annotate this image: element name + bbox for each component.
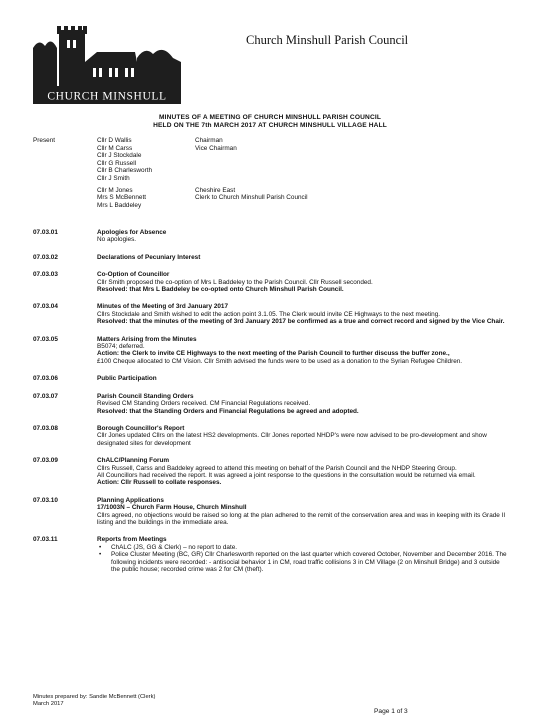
church-logo-icon	[33, 18, 181, 104]
item-title: Apologies for Absence	[97, 229, 167, 236]
item-body	[97, 254, 509, 261]
item-number: 07.03.09	[33, 457, 58, 465]
attendee-name: Cllr M Carss	[97, 144, 133, 152]
attendee-role	[195, 167, 395, 175]
footer	[33, 694, 155, 708]
attendee-role	[195, 202, 395, 210]
item-number: 07.03.07	[33, 392, 58, 400]
attendee-names	[97, 137, 197, 209]
minutes-title: MINUTES OF A MEETING OF CHURCH MINSHULL PARISH COUNCIL	[158, 114, 382, 121]
item-text: B5074; deferred.	[97, 343, 145, 351]
attendee-role: Clerk to Church Minshull Parish Council	[195, 194, 308, 202]
item-number: 07.03.10	[33, 496, 58, 504]
item-bullet: • ChALC (JS, GG & Clerk) – no report to date.	[97, 544, 509, 551]
agenda-items	[33, 229, 513, 583]
prepared-by: Minutes prepared by: Sandie McBennett (Clerk)	[33, 694, 156, 700]
item-resolution: Resolved: that the Standing Orders and Financial Regulations be agreed and adopted.	[97, 407, 359, 415]
item-bullet: • Police Cluster Meeting (BC, GR) Cllr Charlesworth reported on the last quarter which covered October, November and December 2016. The following incidents were recorded: - antisocial behavior 1 in CM, road traffic collisions 3 in CM Village (2 on Minshull Bridge) and 3 outside the public house; recorded crime was 2 for CM (theft).	[97, 551, 509, 573]
item-title: Matters Arising from the Minutes	[97, 335, 197, 343]
item-title: ChALC/Planning Forum	[97, 457, 170, 465]
item-text: Revised CM Standing Orders received. CM Financial Regulations received.	[97, 400, 311, 408]
item-text: £100 Cheque allocated to CM Vision. Cllr Smith advised the funds were to be used as a donation to the Syrian Refugee Children.	[97, 357, 463, 365]
attendee-role: Vice Chairman	[195, 144, 237, 152]
item-body	[97, 457, 509, 487]
item-text: Cllrs agreed, no objections would be raised so long at the plan adhered to the remit of the conservation area and was in keeping with its Grade II listing and the buildings in the immediate area.	[97, 511, 506, 526]
attendee-name: Cllr J Stockdale	[97, 152, 142, 160]
item-title: Reports from Meetings	[97, 536, 167, 544]
item-title: Public Participation	[97, 375, 157, 383]
item-body	[97, 375, 509, 382]
attendee-role	[195, 160, 395, 168]
present-label: Present	[33, 137, 56, 144]
item-text: All Councillors had received the report. It was agreed a joint response to the questions in the consultation would be returned via email.	[97, 471, 476, 479]
item-text: Cllrs Stockdale and Smith wished to edit the action point 3.1.05. The Clerk would invite CE Highways to the next meeting.	[97, 310, 441, 318]
item-title: Parish Council Standing Orders	[97, 392, 194, 400]
agenda-item	[33, 336, 513, 366]
agenda-item	[33, 254, 513, 261]
item-resolution: Action: the Clerk to invite CE Highways to the next meeting of the Parish Council to further discuss the buffer zone.,	[97, 350, 450, 358]
minutes-subtitle: HELD ON THE 7th MARCH 2017 AT CHURCH MINSHULL VILLAGE HALL	[153, 122, 387, 129]
agenda-item	[33, 536, 513, 573]
item-body	[97, 536, 509, 573]
agenda-item	[33, 303, 513, 325]
item-number: 07.03.01	[33, 229, 58, 236]
attendee-name: Cllr M Jones	[97, 186, 133, 194]
attendee-roles	[195, 137, 395, 209]
svg-text:CHURCH MINSHULL: CHURCH MINSHULL	[47, 90, 167, 103]
attendee-name: Cllr G Russell	[97, 159, 137, 167]
agenda-item	[33, 393, 513, 415]
item-body	[97, 303, 509, 325]
agenda-item	[33, 375, 513, 382]
item-number: 07.03.08	[33, 424, 58, 432]
agenda-item	[33, 457, 513, 487]
item-text: Cllrs Russell, Carss and Baddeley agreed to attend this meeting on behalf of the Parish Council and the NHDP Steering Group.	[97, 464, 457, 472]
attendee-role: Cheshire East	[195, 186, 236, 194]
item-body	[97, 393, 509, 415]
attendee-role	[195, 152, 395, 160]
footer-date: March 2017	[33, 701, 64, 707]
agenda-item	[33, 229, 513, 244]
item-title: Minutes of the Meeting of 3rd January 2017	[97, 303, 229, 311]
item-title: Planning Applications	[97, 496, 164, 504]
attendee-name: Cllr J Smith	[97, 174, 130, 182]
item-resolution: Resolved: that Mrs L Baddeley be co-opted onto Church Minshull Parish Council.	[97, 286, 344, 294]
attendee-name: Cllr D Wallis	[97, 137, 132, 144]
attendee-name: Mrs S McBennett	[97, 194, 147, 202]
item-text: No apologies.	[97, 236, 137, 244]
attendee-name: Mrs L Baddeley	[97, 201, 142, 209]
item-body	[97, 336, 509, 366]
attendee-role	[195, 175, 395, 183]
item-text: Cllr Jones updated Cllrs on the latest HS2 developments. Cllr Jones reported NHDP's were now advised to be pro-development and show designated sites for development	[97, 432, 487, 447]
item-number: 07.03.02	[33, 253, 58, 261]
item-title: Co-Option of Councillor	[97, 271, 170, 279]
item-body	[97, 425, 509, 447]
agenda-item	[33, 271, 513, 293]
item-body	[97, 271, 509, 293]
page-number: Page 1 of 3	[374, 708, 408, 715]
item-number: 07.03.05	[33, 335, 58, 343]
item-subtitle: 17/1003N – Church Farm House, Church Minshull	[97, 504, 247, 512]
item-number: 07.03.06	[33, 375, 58, 383]
item-number: 07.03.04	[33, 303, 58, 311]
item-resolution: Resolved: that the minutes of the meeting of 3rd January 2017 be confirmed as a true and correct record and signed by the Vice Chair.	[97, 318, 505, 326]
item-number: 07.03.03	[33, 271, 58, 279]
council-name: Church Minshull Parish Council	[246, 33, 409, 47]
item-body	[97, 497, 509, 527]
item-title: Borough Councillor's Report	[97, 424, 185, 432]
agenda-item	[33, 497, 513, 527]
item-text: Cllr Smith proposed the co-option of Mrs L Baddeley to the Parish Council. Cllr Russell seconded.	[97, 278, 373, 286]
agenda-item	[33, 425, 513, 447]
item-title: Declarations of Pecuniary Interest	[97, 253, 201, 261]
item-body	[97, 229, 509, 244]
attendee-role: Chairman	[195, 137, 223, 144]
item-resolution: Action: Cllr Russell to collate responses.	[97, 479, 222, 487]
attendee-name: Cllr B Charlesworth	[97, 167, 153, 175]
item-number: 07.03.11	[33, 536, 58, 544]
